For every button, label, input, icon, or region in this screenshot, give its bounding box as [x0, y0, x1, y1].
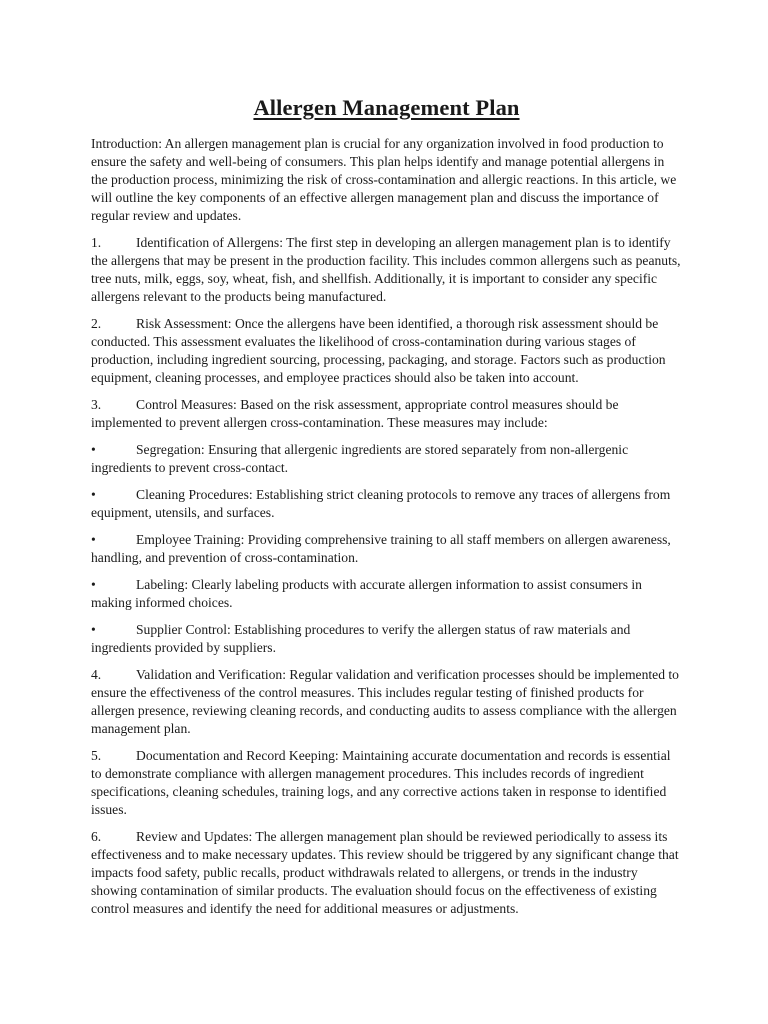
numbered-item-6 [91, 828, 682, 918]
page-title: Allergen Management Plan [253, 95, 520, 120]
item-number: 6. [91, 829, 102, 844]
paragraph-text: Identification of Allergens: The first step in developing an allergen management plan is to identify the allergens that may be present in the production facility. This includes common allergens such as peanuts, tree nuts, milk, eggs, soy, wheat, fish, and shellfish. Additionally, it is important to consider any specific allergens relevant to the products being manufactured. [91, 235, 681, 304]
numbered-item-5 [91, 747, 682, 819]
item-number: 3. [91, 397, 102, 412]
item-number: 2. [91, 316, 102, 331]
paragraph-text: Labeling: Clearly labeling products with accurate allergen information to assist consumers in making informed choices. [91, 577, 642, 610]
bullet-icon: • [91, 487, 96, 502]
bullet-icon: • [91, 532, 96, 547]
numbered-item-4 [91, 666, 682, 738]
bullet-icon: • [91, 442, 96, 457]
bullet-icon: • [91, 577, 96, 592]
paragraph-text: Cleaning Procedures: Establishing strict cleaning protocols to remove any traces of allergens from equipment, utensils, and surfaces. [91, 487, 671, 520]
numbered-item-3 [91, 396, 682, 432]
paragraph-text: Introduction: An allergen management plan is crucial for any organization involved in food production to ensure the safety and well-being of consumers. This plan helps identify and manage potential allergens in the production process, minimizing the risk of cross-contamination and allergic reactions. In this article, we will outline the key components of an effective allergen management plan and discuss the importance of regular review and updates. [91, 136, 677, 223]
numbered-item-1 [91, 234, 682, 306]
paragraph-text: Documentation and Record Keeping: Maintaining accurate documentation and records is essential to demonstrate compliance with allergen management procedures. This includes records of ingredient specifications, cleaning schedules, training logs, and any corrective actions taken in response to identified issues. [91, 748, 671, 817]
paragraph-text: Validation and Verification: Regular validation and verification processes should be implemented to ensure the effectiveness of the control measures. This includes regular testing of finished products for allergen presence, reviewing cleaning records, and conducting audits to assess compliance with the allergen management plan. [91, 667, 679, 736]
paragraph-text: Control Measures: Based on the risk assessment, appropriate control measures should be implemented to prevent allergen cross-contamination. These measures may include: [91, 397, 619, 430]
bullet-item-supplier [91, 621, 682, 657]
paragraph-text: Employee Training: Providing comprehensive training to all staff members on allergen awareness, handling, and prevention of cross-contamination. [91, 532, 671, 565]
bullet-item-cleaning [91, 486, 682, 522]
item-number: 4. [91, 667, 102, 682]
bullet-item-segregation [91, 441, 682, 477]
paragraph-text: Segregation: Ensuring that allergenic ingredients are stored separately from non-allergenic ingredients to prevent cross-contact. [91, 442, 629, 475]
item-number: 1. [91, 235, 102, 250]
bullet-item-labeling [91, 576, 682, 612]
numbered-item-2 [91, 315, 682, 387]
item-number: 5. [91, 748, 102, 763]
bullet-icon: • [91, 622, 96, 637]
paragraph-text: Supplier Control: Establishing procedures to verify the allergen status of raw materials and ingredients provided by suppliers. [91, 622, 631, 655]
intro-paragraph [91, 135, 682, 225]
bullet-item-training [91, 531, 682, 567]
paragraph-text: Review and Updates: The allergen management plan should be reviewed periodically to assess its effectiveness and to make necessary updates. This review should be triggered by any significant change that impacts food safety, public recalls, product withdrawals related to allergens, or trends in the industry showing contamination of similar products. The evaluation should focus on the effectiveness of existing control measures and identify the need for additional measures or adjustments. [91, 829, 679, 916]
paragraph-text: Risk Assessment: Once the allergens have been identified, a thorough risk assessment should be conducted. This assessment evaluates the likelihood of cross-contamination during various stages of production, including ingredient sourcing, processing, packaging, and storage. Factors such as production equipment, cleaning processes, and employee practices should also be taken into account. [91, 316, 666, 385]
